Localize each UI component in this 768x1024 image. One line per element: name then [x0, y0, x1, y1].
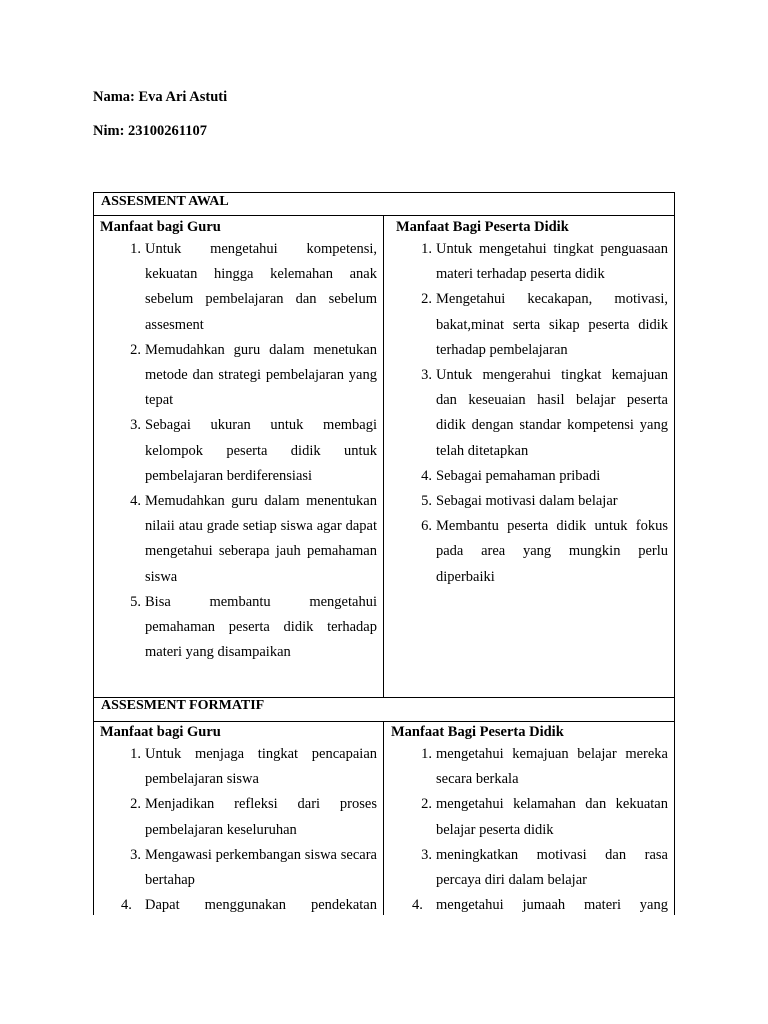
list-item: 3. Sebagai ukuran untuk membagi kelompok peserta didik untuk pembelajaran berdiferensiasi [130, 417, 377, 484]
list-item: 2. Memudahkan guru dalam menetukan metode dan strategi pembelajaran yang tepat [130, 341, 377, 409]
column-divider [383, 215, 384, 697]
clip-guru-formatif [93, 732, 383, 915]
column-heading-peserta-didik: Manfaat Bagi Peserta Didik [391, 724, 564, 740]
row-divider [93, 721, 675, 722]
list-item: 3. Mengawasi perkembangan siswa secara bertahap [130, 846, 377, 889]
list-item: 4. Sebagai pemahaman pribadi [421, 467, 601, 484]
column-heading-peserta-didik: Manfaat Bagi Peserta Didik [396, 219, 569, 235]
list-item: 4. Dapat menggunakan pendekatan [121, 897, 377, 914]
list-item: 6. Membantu peserta didik untuk fokus pada area yang mungkin perlu diperbaiki [421, 518, 668, 585]
table-border-right [674, 192, 675, 915]
assessment-table [93, 192, 675, 915]
list-guru-formatif [121, 742, 377, 915]
clip-peserta-formatif [384, 732, 674, 915]
section-title-awal: ASSESMENT AWAL [101, 194, 229, 209]
list-item: 3. meningkatkan motivasi dan rasa percaya diri dalam belajar [421, 846, 668, 889]
list-peserta-formatif [412, 742, 668, 915]
list-item: 1. Untuk mengetahui kompetensi, kekuatan hingga kelemahan anak sebelum pembelajaran dan sebelum assesment [130, 241, 377, 333]
student-name: Nama: Eva Ari Astuti [93, 89, 228, 105]
column-heading-guru: Manfaat bagi Guru [100, 724, 221, 740]
list-item: 4. Memudahkan guru dalam menentukan nilaii atau grade setiap siswa agar dapat mengetahui seberapa jauh pemahaman siswa [130, 493, 377, 585]
list-item: 5. Sebagai motivasi dalam belajar [421, 493, 618, 510]
list-peserta-awal [421, 237, 668, 590]
list-item: 2. Menjadikan refleksi dari proses pembelajaran keseluruhan [130, 796, 377, 838]
list-item: 4. mengetahui jumaah materi yang [412, 897, 668, 914]
list-item: 3. Untuk mengerahui tingkat kemajuan dan keseuaian hasil belajar peserta didik dengan standar kompetensi yang telah ditetapkan [421, 367, 668, 459]
row-divider [93, 215, 675, 216]
list-guru-awal [130, 237, 377, 665]
list-item: 1. Untuk menjaga tingkat pencapaian pembelajaran siswa [130, 746, 377, 788]
section-title-formatif: ASSESMENT FORMATIF [101, 698, 265, 713]
column-heading-guru: Manfaat bagi Guru [100, 219, 221, 235]
list-item: 2. Mengetahui kecakapan, motivasi, bakat,minat serta sikap peserta didik terhadap pembelajaran [421, 291, 668, 358]
list-item: 1. Untuk mengetahui tingkat penguasaan materi terhadap peserta didik [421, 241, 668, 283]
list-item: 5. Bisa membantu mengetahui pemahaman peserta didik terhadap materi yang disampaikan [130, 593, 377, 661]
list-item: 1. mengetahui kemajuan belajar mereka secara berkala [421, 746, 668, 788]
student-nim: Nim: 23100261107 [93, 123, 207, 139]
list-item: 2. mengetahui kelamahan dan kekuatan belajar peserta didik [421, 796, 668, 838]
